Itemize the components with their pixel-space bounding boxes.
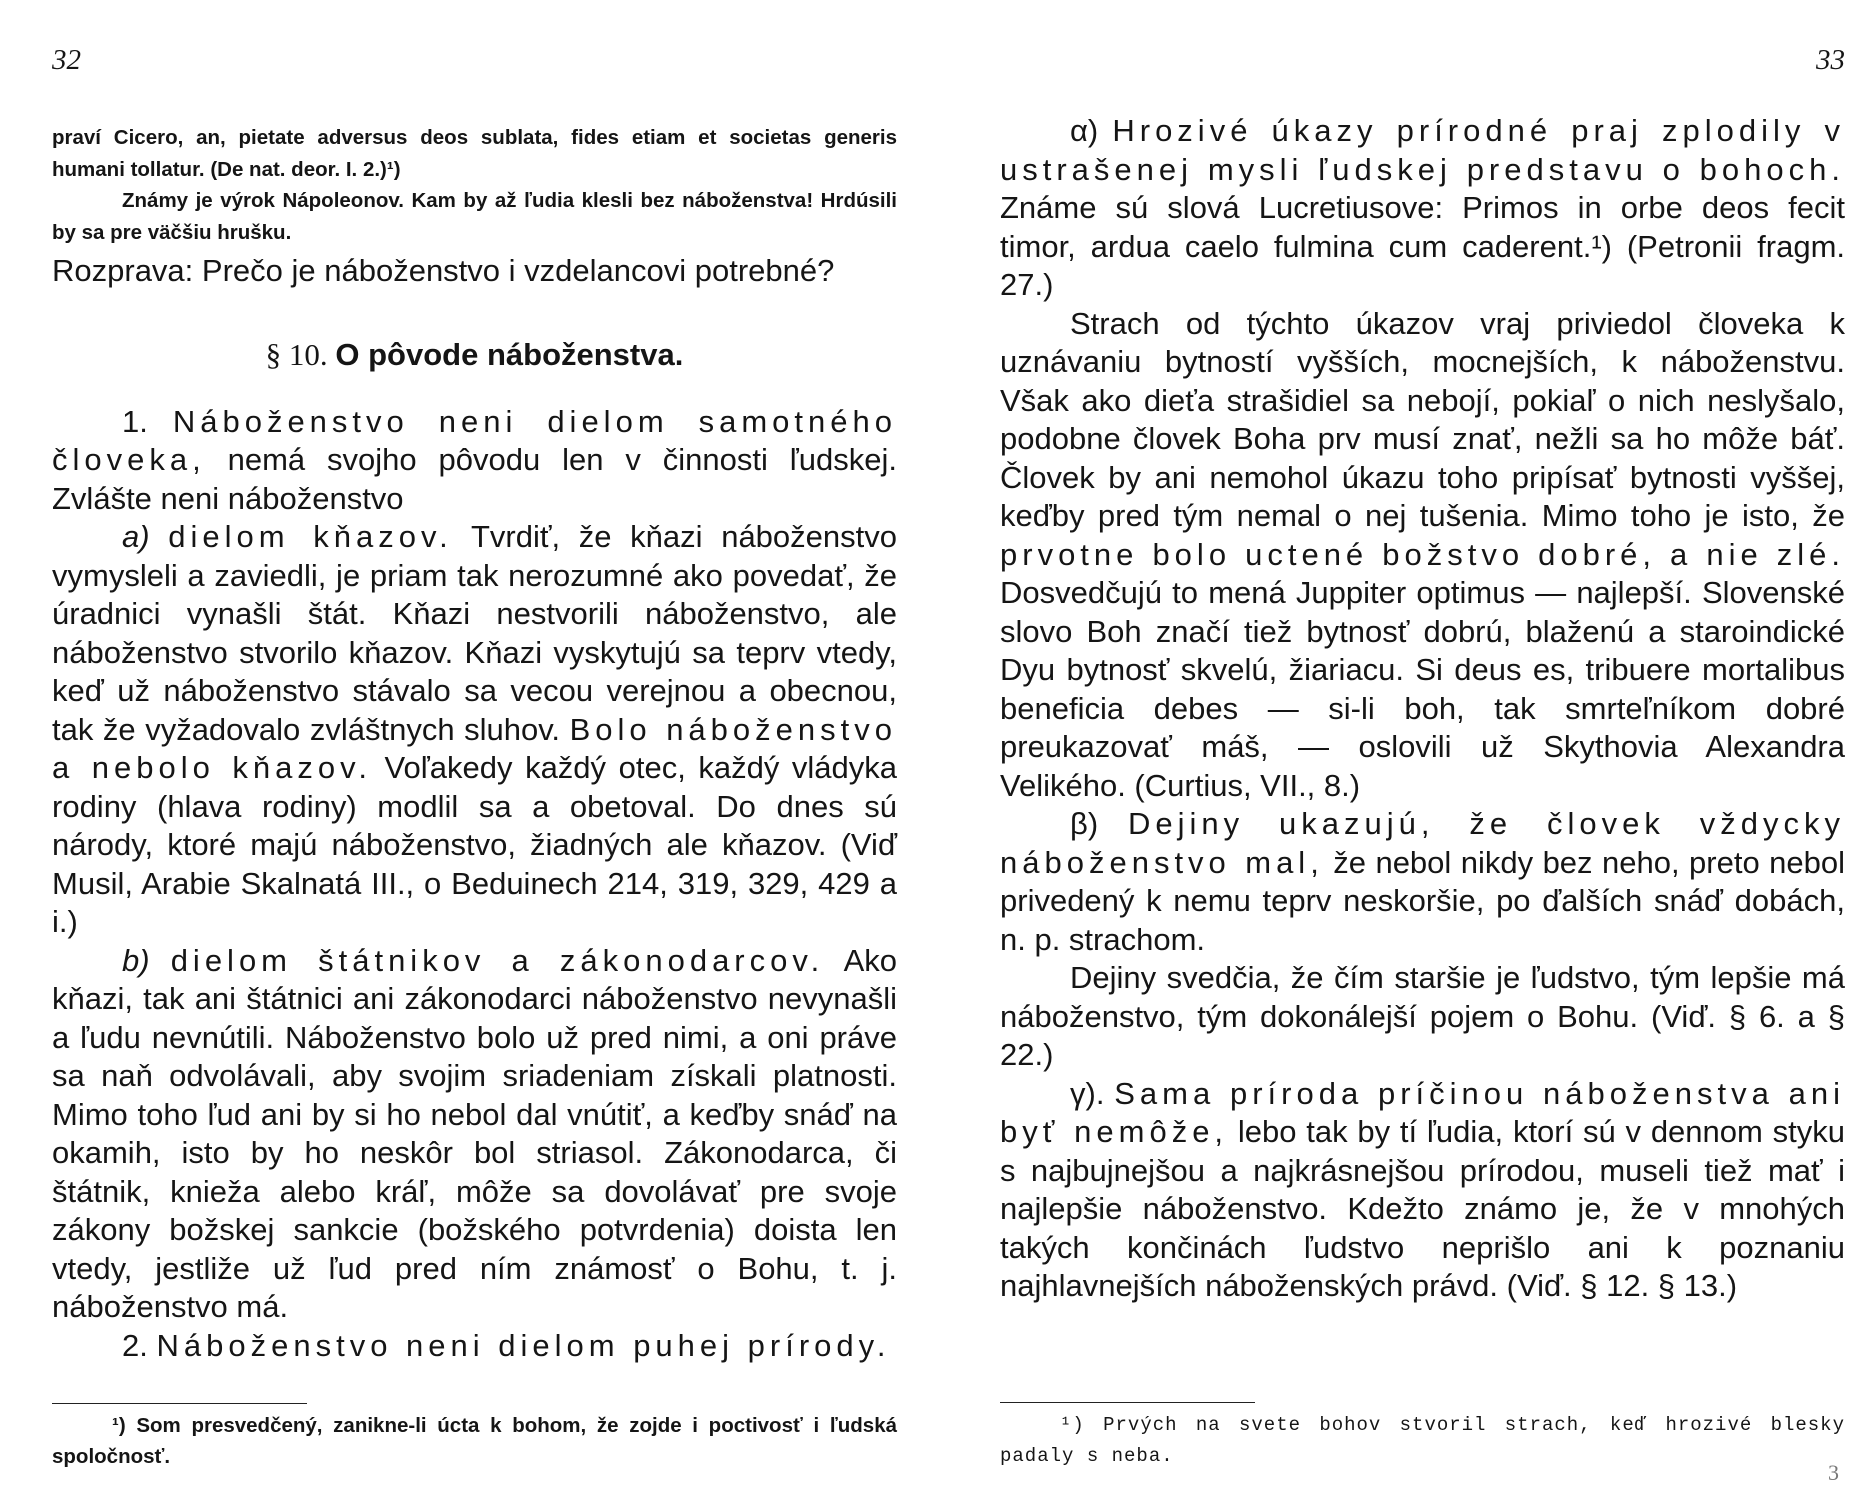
section-heading: [52, 337, 897, 373]
discussion-prompt: Rozprava: Prečo je náboženstvo i vzdelancovi potrebné?: [52, 253, 835, 288]
body-text: lebo tak by tí ľudia, ktorí sú v dennom styku s najbujnejšou a najkrásnejšou prírodou, museli tiež mať i najlepšie náboženstvo. Kdežto známo je, že v mnohých takých končinách ľudstvo neprišlo ani k poznaniu najhlavnejších náboženských právd. (Viď. § 12. § 13.): [1000, 1114, 1845, 1303]
footnote: ¹) Som presvedčený, zanikne-li úcta k bohom, že zojde i poctivosť i ľudská spoločnosť.: [52, 1414, 897, 1468]
item-label: α): [1070, 113, 1099, 148]
section-number: § 10.: [265, 336, 328, 372]
right-page: [1000, 0, 1845, 1500]
footnote: ¹) Prvých na svete bohov stvoril strach, keď hrozivé blesky padaly s neba.: [1000, 1414, 1845, 1467]
page-body: [1000, 112, 1845, 1306]
paragraph-2: [52, 1327, 897, 1366]
body-text: že nebol nikdy bez neho, preto nebol privedený k nemu teprv neskoršie, po ďalších snáď dobách, n. p. strachom.: [1000, 844, 1845, 957]
emphasis-text: Náboženstvo neni dielom samotného človeka,: [52, 403, 897, 477]
item-label: a): [122, 519, 150, 554]
paragraph-gamma: [1000, 1075, 1845, 1306]
item-number: 1.: [122, 403, 148, 439]
paragraph-b: [52, 942, 897, 1327]
emphasis-text: prvotne bolo uctené božstvo dobré, a nie zlé.: [1000, 536, 1845, 572]
body-text: Voľakedy každý otec, každý vládyka rodiny (hlava rodiny) modlil sa a obetoval. Do dnes sú národy, ktoré majú náboženstvo, žiadných ale kňazov. (Viď Musil, Arabie Skalnatá III., o Beduinech 214, 319, 329, 429 a i.): [52, 750, 898, 939]
emphasis-text: dielom kňazov.: [168, 519, 453, 554]
emphasis-text: Náboženstvo neni dielom puhej prírody.: [156, 1327, 891, 1363]
body-text: Strach od týchto úkazov vraj priviedol človeka k uznávaniu bytností vyšších, mocnejších, k náboženstvu. Však ako dieťa strašidiel sa nebojí, pokiaľ o nich neslyšalo, podobne človek Boha prv musí znať, nežli sa ho môže báť. Človek by ani nemohol úkazu toho pripísať bytnosti vyššej, keďby pred tým nemal o nej tušenia. Mimo toho je isto, že: [1000, 305, 1845, 533]
page-body: [52, 122, 897, 1365]
intro-paragraph: praví Cicero, an, pietate adversus deos sublata, fides etiam et societas generis humani tollatur. (De nat. deor. I. 2.)¹): [52, 126, 897, 181]
item-label: b): [122, 942, 150, 978]
body-text: Tvrdiť, že kňazi náboženstvo vymysleli a zaviedli, je priam tak nerozumné ako povedať, že úradnici vynašli štát. Kňazi nestvorili náboženstvo, ale náboženstvo stvorilo kňazov. Kňazi vyskytujú sa teprv vtedy, keď už náboženstvo stávalo sa vecou verejnou a obecnou, tak že vyžadovalo zvláštnych sluhov.: [52, 519, 898, 747]
footnote-rule: [1000, 1402, 1255, 1403]
emphasis-text: Hrozivé úkazy prírodné praj zplodily v ustrašenej mysli ľudskej predstavu o bohoch.: [1000, 113, 1845, 187]
emphasis-text: Dejiny ukazujú, že človek vždycky náboženstvo mal,: [1000, 806, 1845, 880]
emphasis-text: Sama príroda príčinou náboženstva ani byť nemôže,: [1000, 1075, 1845, 1149]
footnote-rule: [52, 1403, 307, 1404]
paragraph-alpha: [1000, 112, 1845, 305]
body-text: nemá svojho pôvodu len v činnosti ľudskej. Zvlášte neni náboženstvo: [52, 442, 897, 516]
page-number: 33: [1816, 44, 1845, 76]
paragraph-strach: [1000, 305, 1845, 806]
paragraph-beta: [1000, 805, 1845, 959]
item-number: 2.: [122, 1327, 148, 1363]
page-number: 32: [52, 44, 81, 76]
intro-paragraph: Známy je výrok Nápoleonov. Kam by až ľudia klesli bez náboženstva! Hrdúsili by sa pre väčšiu hrušku.: [52, 189, 897, 244]
emphasis-text: dielom štátnikov a zákonodarcov.: [170, 942, 825, 978]
paragraph-a: [52, 518, 897, 942]
body-text: Známe sú slová Lucretiusove: Primos in orbe deos fecit timor, ardua caelo fulmina cum caderent.¹) (Petronii fragm. 27.): [1000, 190, 1845, 302]
item-label: γ).: [1070, 1075, 1105, 1111]
signature-mark: 3: [1828, 1460, 1839, 1485]
body-text: Ako kňazi, tak ani štátnici ani zákonodarci náboženstvo nevynašli a ľudu nevnútili. Náboženstvo bolo už pred nimi, a oni práve sa naň odvolávali, aby svojim sriadeniam získali platnosti. Mimo toho ľud ani by si ho nebol dal vnútiť, a keďby snáď na okamih, isto by ho neskôr bol striasol. Zákonodarca, či štátnik, knieža alebo kráľ, môže sa dovolávať pre svoje zákony božskej sankcie (božského potvrdenia) doista len vtedy, jestliže už ľud pred ním známosť o Bohu, t. j. náboženstvo má.: [52, 942, 897, 1324]
paragraph-1: [52, 403, 897, 519]
paragraph-dejiny: Dejiny svedčia, že čím staršie je ľudstvo, tým lepšie má náboženstvo, tým dokonálejší pojem o Bohu. (Viď. § 6. a § 22.): [1000, 960, 1845, 1072]
section-title: O pôvode náboženstva.: [335, 336, 684, 372]
item-label: β): [1070, 806, 1099, 841]
left-page: [52, 0, 897, 1500]
emphasis-text: Bolo náboženstvo a nebolo kňazov.: [52, 711, 897, 785]
body-text: Dosvedčujú to mená Juppiter optimus — najlepší. Slovenské slovo Boh značí tiež bytnosť dobrú, blaženú a staroindické Dyu bytnosť skvelú, žiariacu. Si deus es, tribuere mortalibus beneficia debes — si-li boh, tak smrteľníkom dobré preukazovať máš, — oslovili už Skythovia Alexandra Velikého. (Curtius, VII., 8.): [1000, 575, 1845, 803]
